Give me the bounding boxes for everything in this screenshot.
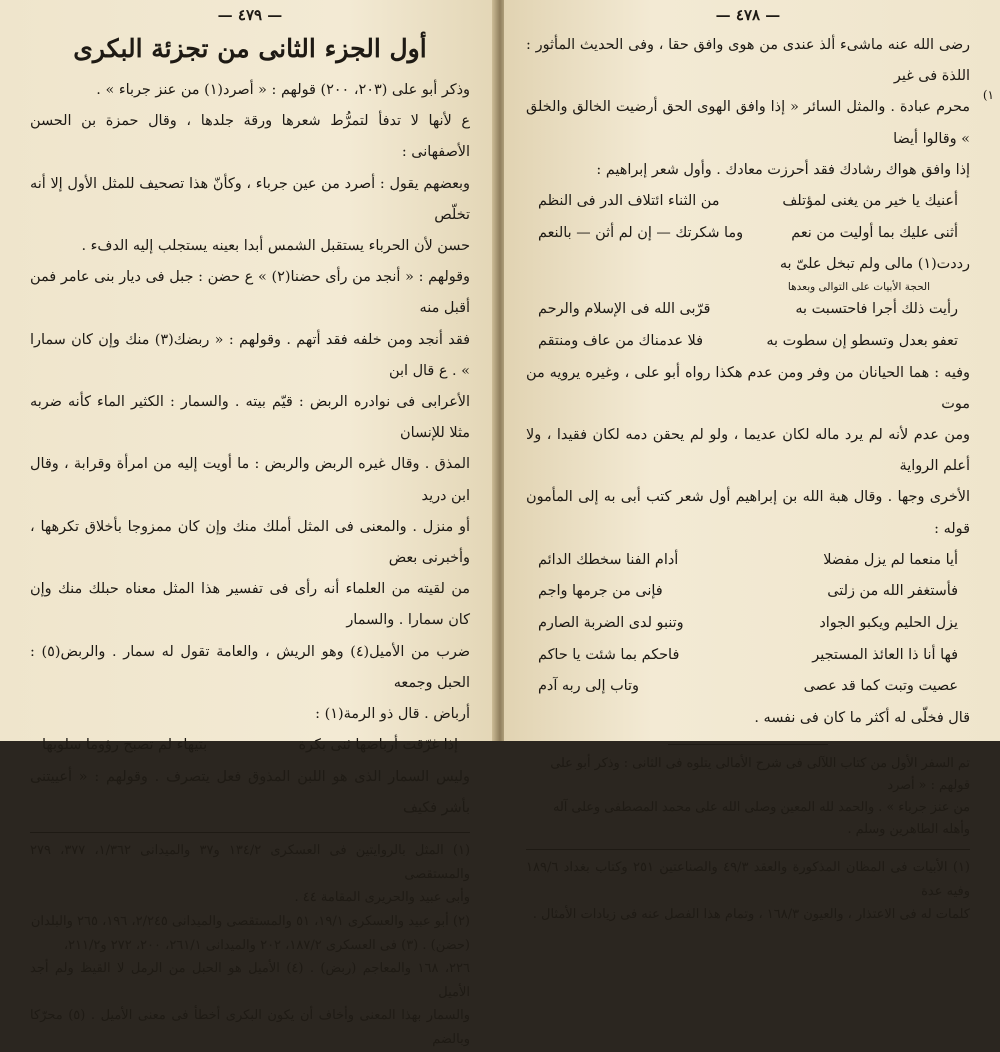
inline-note: الحجة الأبيات على التوالى وبعدها xyxy=(787,281,930,294)
body-line: وقولهم : « أنجد من رأى حضنا(٢) » ع حضن : جبل فى ديار بنى عامر فمن أقبل منه xyxy=(30,269,470,317)
verse-second-hemistich: قرّبى الله فى الإسلام والرحم xyxy=(538,301,711,318)
verse-line xyxy=(526,640,970,672)
verse-first-hemistich: أعنيك يا خير من يغنى لمؤتلف xyxy=(782,193,958,210)
verse-first-hemistich: تعفو بعدل وتسطو إن سطوت به xyxy=(766,333,958,349)
page-number: — ٤٧٩ — xyxy=(217,6,283,24)
section-divider xyxy=(668,744,828,745)
body-line: محرم عبادة . والمثل السائر « إذا وافق الهوى الحق أرضيت الخالق والخلق » وقالوا أيضا xyxy=(526,99,970,147)
verse-first-hemistich: رأيت ذلك أجرا فاحتسبت به xyxy=(795,301,958,318)
verse-second-hemistich: بتيهاء لم تصبح رؤوما سلوبها xyxy=(42,737,208,754)
body-line: فقد أنجد ومن خلفه فقد أتهم . وقولهم : « ربضك(٣) منك وإن كان سمارا » . ع قال ابن xyxy=(30,331,470,379)
body-line: رضى الله عنه ماشىء ألذ عندى من هوى وافق حقا ، وفى الحديث المأثور : اللذة فى غير xyxy=(526,37,970,85)
colophon-line: تم السفر الأول من كتاب اللآلى فى شرح الأمالى يتلوه فى الثانى : وذكر أبو على قولهم : « أصرد xyxy=(550,755,970,793)
verse-line xyxy=(526,218,970,250)
verse-line xyxy=(30,730,470,762)
body-line: الأعرابى فى نوادره الربض : قيّم بيته . والسمار : الكثير الماء كأنه ضربه مثلا للإنسان xyxy=(30,394,470,442)
footnote-line: (١) المثل بالروايتين فى العسكرى ١٣٤/٢ و٣٧ والميدانى ١/٣٦٢، ٣٧٧، ٢٧٩ والمستقصى xyxy=(30,843,471,882)
body-line: الأخرى وجها . وقال هبة الله بن إبراهيم أول شعر كتب أبى به إلى المأمون قوله : xyxy=(526,489,970,537)
body-line: وذكر أبو على (٢٠٣، ٢٠٠) قولهم : « أصرد(١) من عنز جرباء » . xyxy=(96,82,470,98)
verse-second-hemistich: وتاب إلى ربه آدم xyxy=(538,678,639,695)
body-line: أو منزل . والمعنى فى المثل أملك منك وإن كان ممزوجا بأخلاق تكرهها ، وأخبرنى بعض xyxy=(30,518,470,567)
verse-first-hemistich: أثنى عليك بما أوليت من نعم xyxy=(791,224,958,241)
footnote-line: والسمار بهذا المعنى وأخاف أن يكون البكرى أخطأ فى معنى الأميل . (٥) محرّكا وبالضم xyxy=(30,1008,470,1048)
body-line: ومن عدم لأنه لم يرد ماله لكان عديما ، ولو لم يحقن دمه لكان فقيدا ، ولا أعلم الرواية xyxy=(526,427,970,475)
verse-second-hemistich: أدام الفنا سخطك الدائم xyxy=(538,551,679,568)
body-line: إذا وافق هواك رشادك فقد أحرزت معادك . وأول شعر إبراهيم : xyxy=(596,161,970,178)
verse-line xyxy=(526,326,970,358)
verse-line xyxy=(526,671,970,703)
footnote-divider xyxy=(526,849,970,850)
footnote-line: (حضن) . (٣) فى العسكرى ١٨٧/٢، ٢٠٢ والميدانى ٢٦١/١، ٢٠٠، ٢٧٢ و٢١١/٢، xyxy=(63,937,470,953)
verse-line xyxy=(526,608,970,640)
footnote-line: كلمات له فى الاعتذار ، والعيون ١٦٨/٣ ، وتمام هذا الفصل عنه فى زيادات الأمثال . xyxy=(532,907,970,923)
body-line: وبعضهم يقول : أصرد من عين جرباء ، وكأنّ هذا تصحيف للمثل الأول إلا أنه تخلّص xyxy=(30,175,470,223)
footnote-divider xyxy=(30,832,470,833)
left-page xyxy=(0,0,496,1048)
verse-first-hemistich: فها أنا ذا العائذ المستجير xyxy=(812,646,958,663)
verse-line xyxy=(526,545,970,577)
verse-second-hemistich: من الثناء ائتلاف الدر فى النظم xyxy=(538,193,720,210)
margin-marker: ١) xyxy=(982,88,994,102)
body-line: رددت(١) مالى ولم تبخل علىّ به xyxy=(779,256,970,273)
body-line: ضرب من الأميل(٤) وهو الريش ، والعامة تقول له سمار . والربض(٥) : الحبل وجمعه xyxy=(30,643,470,691)
verse-first-hemistich: إذا غرّقت أرباضها ثنى بكرة xyxy=(298,737,458,754)
verse-line xyxy=(526,294,970,326)
right-page xyxy=(504,0,1000,923)
body-line: قال فخلّى له أكثر ما كان فى نفسه . xyxy=(754,709,970,726)
verse-first-hemistich: أيا منعما لم يزل مفضلا xyxy=(823,551,958,568)
colophon-line: من عنز جرباء » . والحمد لله المعين وصلى الله على محمد المصطفى وعلى آله وأهله الطاهرين وسلم . xyxy=(553,799,970,837)
footnote-line: وأبى عبيد والحريرى المقامة ٤٤ . xyxy=(294,890,470,906)
body-line: وفيه : هما الحيانان من وفر ومن عدم هكذا رواه أبو على ، وغيره يرويه من موت xyxy=(526,364,970,412)
verse-line xyxy=(526,576,970,608)
footnote-line: (١) الأبيات فى المظان المذكورة والعقد ٤٩/٣ والصناعتين ٢٥١ وكتاب بغداد ١٨٩/٦ وفيه عدة xyxy=(526,859,970,899)
body-line: أرباض . قال ذو الرمة(١) : xyxy=(315,706,470,723)
footnote-line: (٢) أبو عبيد والعسكرى ١٩/١، ٥١ والمستقصى والميدانى ٢/٢٤٥، ١٩٦، ٢٦٥ والبلدان xyxy=(30,914,470,930)
body-line: وليس السمار الذى هو اللبن المذوق فعل يتصرف . وقولهم : « أعييتنى بأشر فكيف xyxy=(30,768,470,817)
body-line: من لقيته من العلماء أنه رأى فى تفسير هذا المثل معناه حبلك منك وإن كان سمارا . والسمار xyxy=(30,581,470,629)
verse-second-hemistich: وما شكرتك — إن لم أثن — بالنعم xyxy=(538,224,744,241)
footnote-line: ٢٢٦، ١٦٨ والمعاجم (ربض) . (٤) الأميل هو الحبل من الرمل لا القيظ ولم أجد الأميل xyxy=(30,961,470,1000)
verse-second-hemistich: فاحكم بما شئت يا حاكم xyxy=(538,646,680,663)
verse-second-hemistich: فإنى من جرمها واجم xyxy=(538,583,663,600)
verse-second-hemistich: فلا عدمناك من عاف ومنتقم xyxy=(538,333,703,349)
body-line: المذق . وقال غيره الربض والربض : ما أويت إليه من امرأة وقرابة ، وقال ابن دريد xyxy=(30,456,470,504)
verse-first-hemistich: فأستغفر الله من زلتى xyxy=(827,583,958,600)
body-line: ع لأنها لا تدفأ لتمرُّط شعرها ورقة جلدها ، وقال حمزة بن الحسن الأصفهانى : xyxy=(30,113,470,161)
body-line: حسن لأن الحرباء يستقبل الشمس أبدا بعينه يستجلب إليه الدفء . xyxy=(81,238,470,255)
section-title: أول الجزء الثانى من تجزئة البكرى xyxy=(73,34,427,63)
verse-first-hemistich: عصيت وتبت كما قد عصى xyxy=(803,678,958,695)
verse-second-hemistich: وتنبو لدى الضربة الصارم xyxy=(538,615,684,631)
verse-line xyxy=(526,186,970,218)
page-number: — ٤٧٨ — xyxy=(715,6,781,24)
verse-first-hemistich: يزل الحليم ويكبو الجواد xyxy=(819,615,958,631)
